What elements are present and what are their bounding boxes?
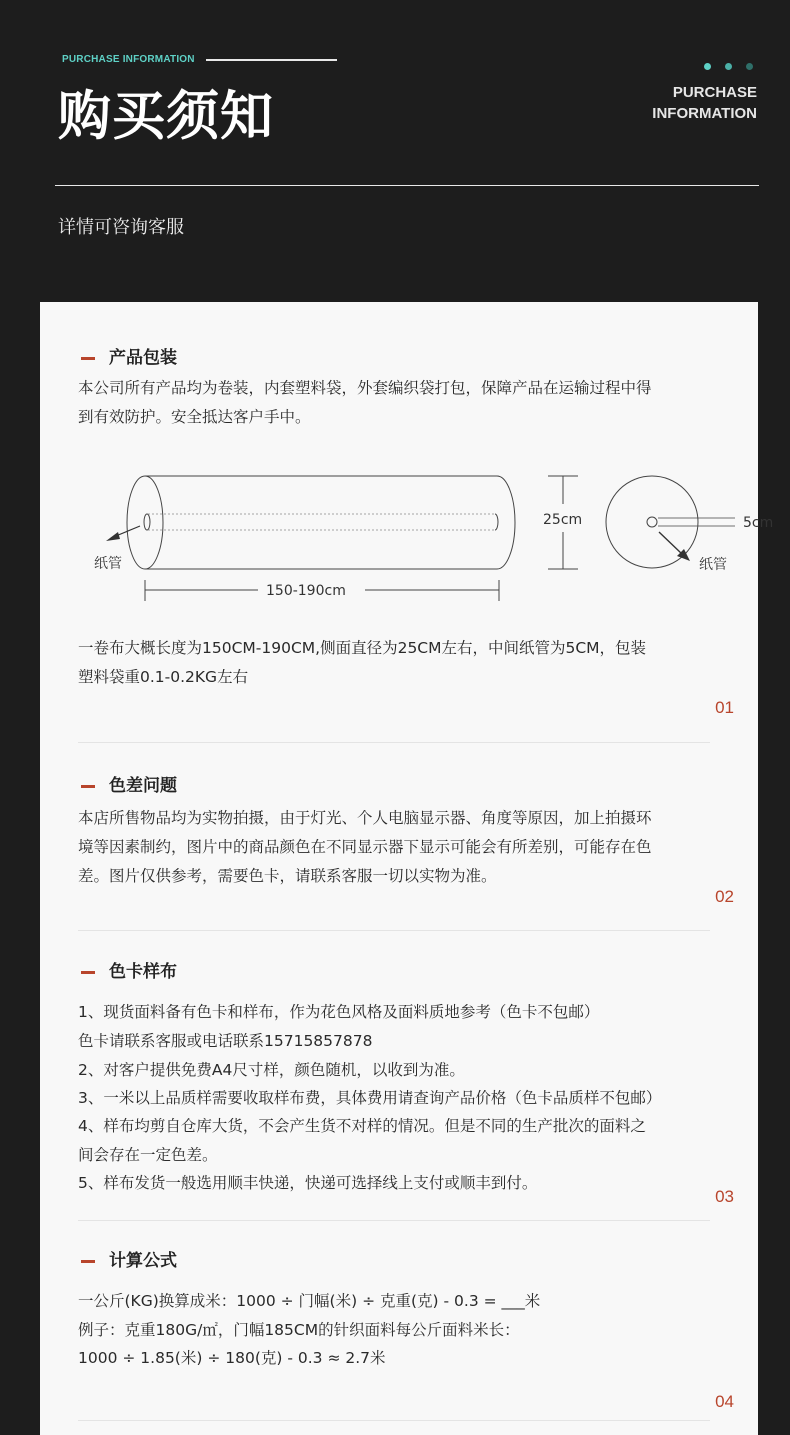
section-text-line: 塑料袋重0.1-0.2KG左右: [78, 668, 249, 686]
roll-diagram: [40, 466, 774, 646]
section-number: 03: [715, 1187, 734, 1206]
dot-icon: [704, 63, 711, 70]
dot-icon: [746, 63, 753, 70]
core-right: [495, 514, 498, 530]
section-text-line: 2、对客户提供免费A4尺寸样，颜色随机，以收到为准。: [78, 1061, 465, 1079]
section-text-line: 5、样布发货一般选用顺丰快递，快递可选择线上支付或顺丰到付。: [78, 1174, 538, 1192]
right-title-line1: PURCHASE: [672, 84, 757, 101]
diameter-label: 25cm: [543, 512, 583, 528]
section-text-line: 差。图片仅供参考，需要色卡，请联系客服一切以实物为准。: [78, 867, 497, 885]
dot-icon: [725, 63, 732, 70]
section-text-line: 例子：克重180G/㎡，门幅185CM的针织面料每公斤面料米长：: [78, 1321, 520, 1339]
section-text-line: 到有效防护。安全抵达客户手中。: [78, 408, 311, 426]
section-text-line: 一公斤(KG)换算成米：1000 ÷ 门幅(米) ÷ 克重(克) - 0.3 = ___米: [78, 1292, 541, 1310]
section-text-line: 境等因素制约，图片中的商品颜色在不同显示器下显示可能会有所差别，可能存在色: [78, 838, 652, 856]
section-formula: [78, 1249, 734, 1429]
section-color-card: [78, 960, 734, 1210]
cylinder-left-end: [127, 476, 163, 569]
section-title: 产品包装: [109, 348, 177, 368]
section-text-line: 1、现货面料备有色卡和样布，作为花色风格及面料质地参考（色卡不包邮）: [78, 1003, 600, 1021]
section-text-line: 本公司所有产品均为卷装，内套塑料袋，外套编织袋打包，保障产品在运输过程中得: [78, 379, 652, 397]
header-tag-line: [206, 59, 337, 61]
section-number: 04: [715, 1392, 734, 1411]
section-divider: [78, 1220, 710, 1221]
arrow-line: [659, 532, 682, 554]
section-color-difference: [78, 774, 734, 914]
section-divider: [78, 930, 710, 931]
info-card: [40, 302, 774, 1435]
header-divider: [55, 185, 759, 186]
section-title: 色卡样布: [109, 962, 177, 982]
core-left: [144, 514, 150, 530]
cylinder-right-end: [497, 476, 515, 569]
section-title: 计算公式: [109, 1251, 177, 1271]
core-label: 5cm: [743, 515, 774, 531]
section-number: 01: [715, 698, 734, 717]
side-core: [647, 517, 657, 527]
section-text-line: 色卡请联系客服或电话联系15715857878: [78, 1032, 373, 1050]
dash-icon: [81, 971, 95, 974]
page-title: 购买须知: [58, 86, 274, 147]
section-number: 02: [715, 887, 734, 906]
section-text-line: 间会存在一定色差。: [78, 1146, 218, 1164]
section-divider: [78, 1420, 710, 1421]
header: [0, 0, 790, 300]
dash-icon: [81, 1260, 95, 1263]
tube-label-right: 纸管: [699, 557, 727, 573]
section-text-line: 3、一米以上品质样需要收取样布费，具体费用请查询产品价格（色卡品质样不包邮）: [78, 1089, 662, 1107]
section-text-line: 本店所售物品均为实物拍摄，由于灯光、个人电脑显示器、角度等原因，加上拍摄环: [78, 809, 652, 827]
arrow-icon: [106, 532, 120, 541]
length-label: 150-190cm: [266, 583, 346, 599]
dash-icon: [81, 785, 95, 788]
section-text-line: 1000 ÷ 1.85(米) ÷ 180(克) - 0.3 ≈ 2.7米: [78, 1349, 386, 1367]
right-title-line2: INFORMATION: [652, 105, 757, 122]
page-subtitle: 详情可咨询客服: [58, 217, 184, 238]
section-text-line: 一卷布大概长度为150CM-190CM,侧面直径为25CM左右，中间纸管为5CM，包装: [78, 639, 647, 657]
section-text-line: 4、样布均剪自仓库大货，不会产生货不对样的情况。但是不同的生产批次的面料之: [78, 1117, 646, 1135]
section-divider: [78, 742, 710, 743]
tube-label-left: 纸管: [94, 556, 122, 572]
section-title: 色差问题: [109, 776, 177, 796]
section-packaging: [78, 346, 774, 726]
header-right-title: [652, 82, 757, 124]
header-tag: PURCHASE INFORMATION: [62, 54, 195, 65]
dash-icon: [81, 357, 95, 360]
